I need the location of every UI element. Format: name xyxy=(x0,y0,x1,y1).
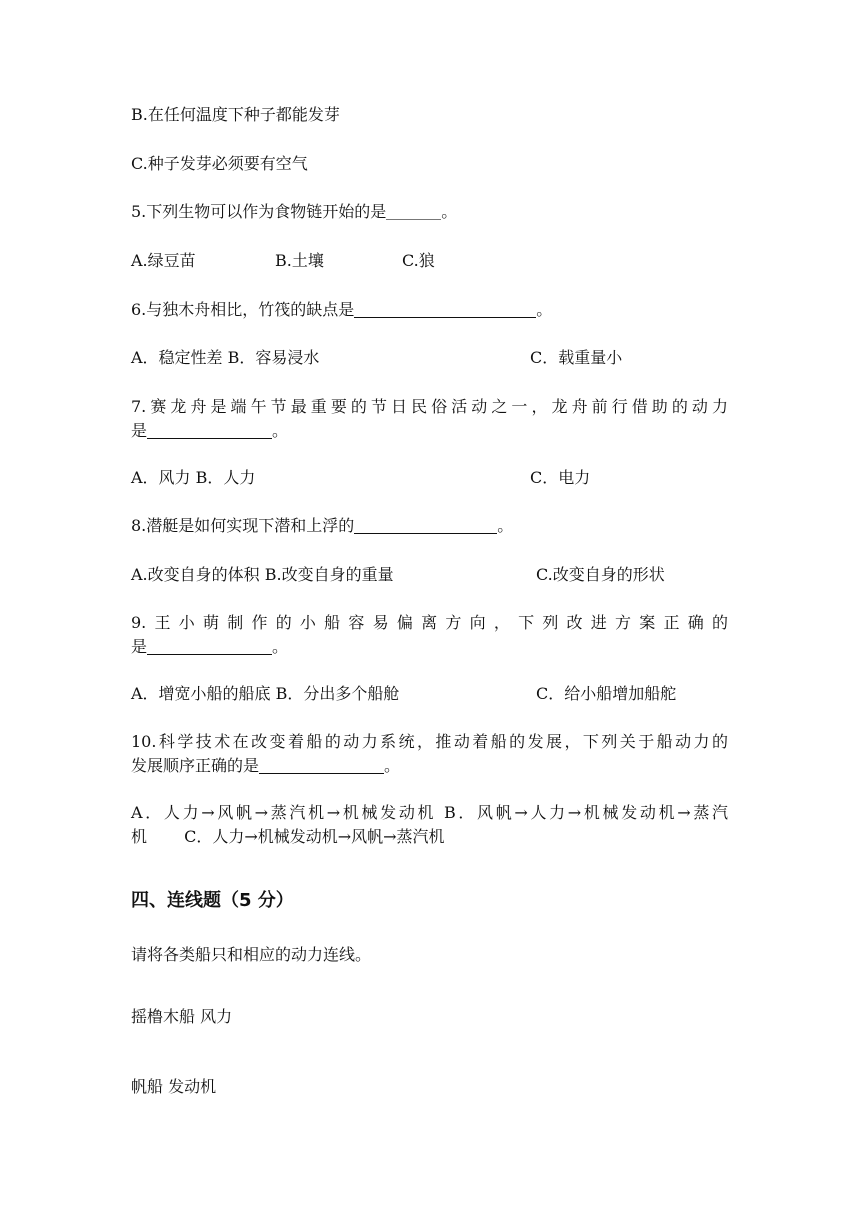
q9-stem-line1: 9.王小萌制作的小船容易偏离方向，下列改进方案正确的 xyxy=(131,613,728,632)
q5-answer-blank[interactable] xyxy=(386,203,441,220)
q5-stem xyxy=(131,201,457,223)
section-4-instruction: 请将各类船只和相应的动力连线。 xyxy=(131,945,372,964)
q6-answer-blank[interactable] xyxy=(354,301,536,318)
q10-stem-text: 发展顺序正确的是 xyxy=(131,756,260,775)
q10-stem-line1: 10.科学技术在改变着船的动力系统，推动着船的发展，下列关于船动力的 xyxy=(131,732,728,751)
q5-option-b: B.土壤 xyxy=(275,251,324,270)
q9-stem-end: 。 xyxy=(272,637,289,656)
q6-option-c: C．载重量小 xyxy=(530,348,623,367)
q10-options-line1: A．人力→风帆→蒸汽机→机械发动机 B．风帆→人力→机械发动机→蒸汽 xyxy=(131,803,728,822)
q6-stem-end: 。 xyxy=(536,300,553,319)
q10-stem-line2 xyxy=(131,755,400,777)
q10-options-line2: 机 C．人力→机械发动机→风帆→蒸汽机 xyxy=(131,827,445,846)
q5-option-a: A.绿豆苗 xyxy=(131,251,196,270)
q7-stem-end: 。 xyxy=(272,421,289,440)
q9-stem-line2 xyxy=(131,636,288,658)
q6-stem xyxy=(131,299,552,321)
q6-options xyxy=(131,347,622,369)
q9-option-ab: A．增宽小船的船底 B．分出多个船舱 xyxy=(131,684,400,703)
q7-options xyxy=(131,467,590,489)
q6-stem-text: 6.与独木舟相比，竹筏的缺点是 xyxy=(131,300,355,319)
q7-stem-text: 是 xyxy=(131,421,148,440)
matching-pair-1: 摇橹木船 风力 xyxy=(131,1007,233,1026)
q4-option-c: C.种子发芽必须要有空气 xyxy=(131,154,308,173)
q4-option-b: B.在任何温度下种子都能发芽 xyxy=(131,105,340,124)
q8-answer-blank[interactable] xyxy=(354,517,497,534)
q7-answer-blank[interactable] xyxy=(147,422,272,439)
q8-options xyxy=(131,564,665,586)
q7-stem-line2 xyxy=(131,420,288,442)
q5-options xyxy=(131,250,435,272)
q10-stem-end: 。 xyxy=(384,756,401,775)
q5-option-c: C.狼 xyxy=(402,251,435,270)
q7-stem-line1: 7.赛龙舟是端午节最重要的节日民俗活动之一，龙舟前行借助的动力 xyxy=(131,397,728,416)
q9-option-c: C．给小船增加船舵 xyxy=(536,684,677,703)
q9-answer-blank[interactable] xyxy=(147,638,272,655)
q8-option-ab: A.改变自身的体积 B.改变自身的重量 xyxy=(131,565,394,584)
section-4-heading: 四、连线题（5 分） xyxy=(131,890,294,911)
q8-option-c: C.改变自身的形状 xyxy=(536,565,665,584)
q9-stem-text: 是 xyxy=(131,637,148,656)
q8-stem-text: 8.潜艇是如何实现下潜和上浮的 xyxy=(131,516,355,535)
q5-stem-end: 。 xyxy=(441,202,458,221)
q8-stem-end: 。 xyxy=(497,516,514,535)
q8-stem xyxy=(131,515,513,537)
q10-answer-blank[interactable] xyxy=(259,757,384,774)
q7-option-c: C．电力 xyxy=(530,468,591,487)
q6-option-ab: A．稳定性差 B．容易浸水 xyxy=(131,348,320,367)
matching-pair-2: 帆船 发动机 xyxy=(131,1077,217,1096)
q7-option-ab: A．风力 B．人力 xyxy=(131,468,256,487)
q5-stem-text: 5.下列生物可以作为食物链开始的是 xyxy=(131,202,387,221)
q9-options xyxy=(131,683,676,705)
